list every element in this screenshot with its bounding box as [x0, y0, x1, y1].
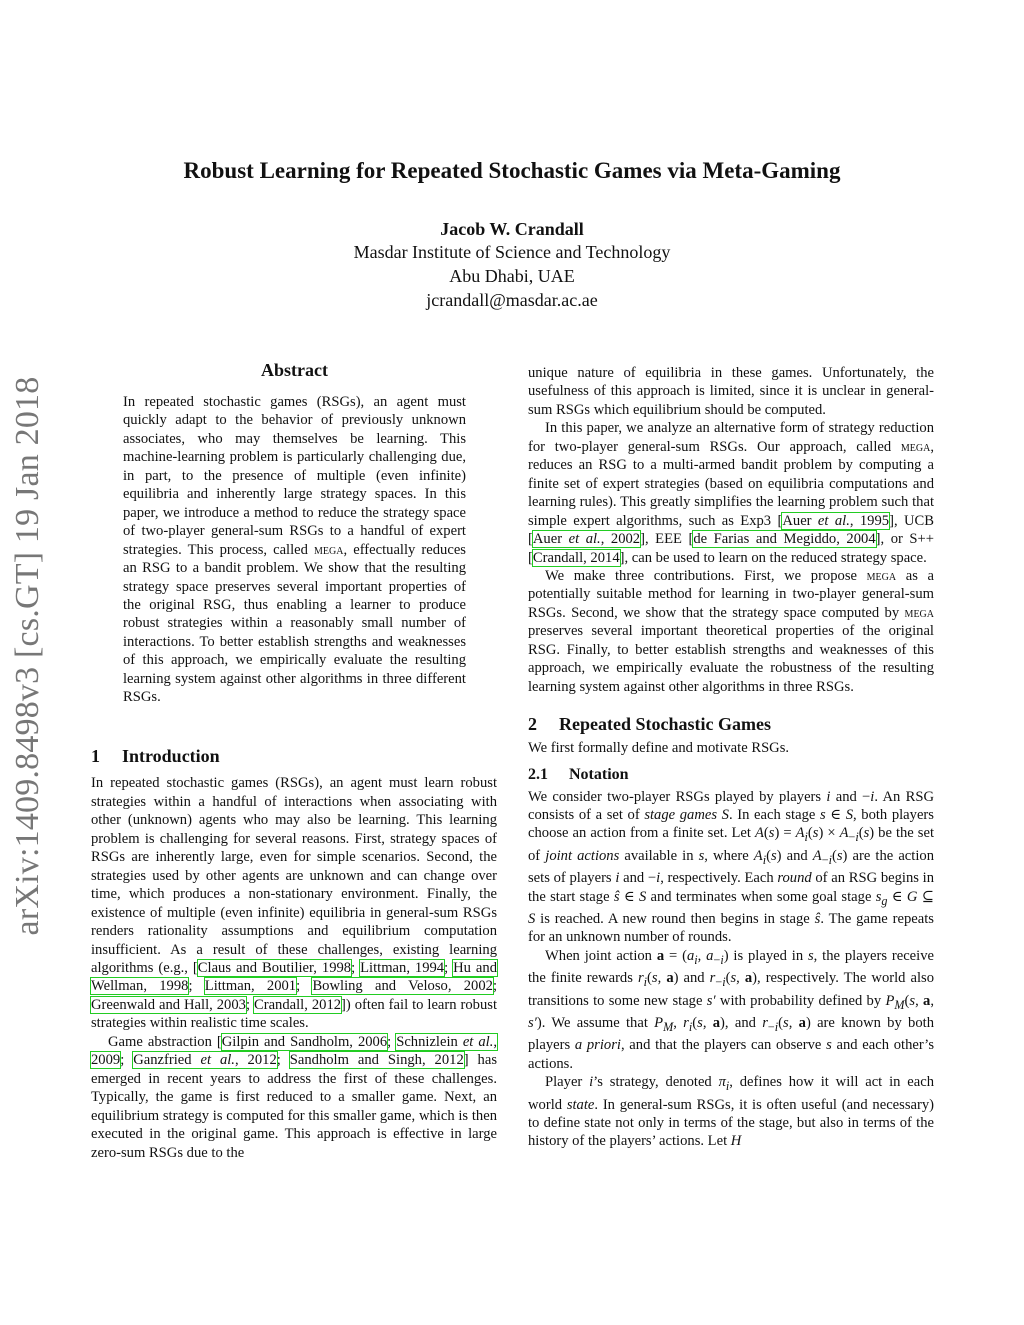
abstract-text: In repeated stochastic games (RSGs), an agent must quickly adapt to the behavior of previously unknown associates, who may themselves be learning. This machine-learning problem is particularly challenging due, in part, to the presence of multiple (even infinite) equilibria and inherently large strategy spaces. In this paper, we introduce a method to reduce the strategy space of two-player general-sum RSGs to a handful of expert strategies. This process, called mega, effectually reduces an RSG to a bandit problem. We show that the resulting strategy space preserves several important properties of the original RSG, thus enabling a learner to produce robust strategies within a reasonably small number of interactions. To better establish strengths and weaknesses of this approach, we empirically evaluate the resulting learning system against other algorithms in three different RSGs.: [123, 394, 466, 706]
citation-link[interactable]: Schnizlein et al., 2009: [91, 1033, 498, 1069]
abstract-heading: Abstract: [261, 360, 328, 380]
citation-link[interactable]: de Farias and Megiddo, 2004: [693, 531, 876, 548]
author-affiliation: Masdar Institute of Science and Technology: [353, 242, 671, 262]
notation-paragraph-1: We consider two-player RSGs played by players i and −i. An RSG consists of a set of stage games S. In each stage s ∈ S, both players choose an action from a finite set. Let $A(s) = A_i(s) \times A_{-i}(s)$ be the set of joint actions available in s, where $A_i(s)$ and $A_{-i}(s)$ are the action sets of players i and −i, respectively. Each round of an RSG begins in the start stage ŝ ∈ S and terminates when some goal stage $s_g$ ∈ G ⊆ S is reached. A new round then begins in stage ŝ. The game repeats for an unknown number of rounds.: [528, 788, 934, 946]
author-email: jcrandall@masdar.ac.ae: [426, 290, 598, 310]
intro-paragraph-1: In repeated stochastic games (RSGs), an agent must learn robust strategies within a handful of interactions when associating with other (unknown) agents who may also be learning. This learning problem is challenging for several reasons. First, strategy spaces of RSGs are inherently large, even for simple scenarios. Second, the strategies used by other agents are unknown and can change over time, which produces a non-stationary environment. Finally, the existence of multiple (even infinite) equilibria in general-sum RSGs renders rationality assumptions and equilibrium computation insufficient. As a result of these challenges, existing learning algorithms (e.g., [Claus and Boutilier, 1998; Littman, 1994; Hu and Wellman, 1998; Littman, 2001; Bowling and Veloso, 2002; Greenwald and Hall, 2003; Crandall, 2012]) often fail to learn robust strategies within realistic time scales.: [91, 775, 498, 1032]
right-column: [528, 364, 934, 1151]
citation-link[interactable]: Crandall, 2012: [253, 996, 342, 1013]
intro-paragraph-5: We make three contributions. First, we propose mega as a potentially suitable method for learning in two-player general-sum RSGs. Second, we show that the strategy space computed by mega preserves several important theoretical properties of the original RSG. Finally, to better establish strengths and weaknesses of this approach, we empirically evaluate the robustness of the resulting learning system against other algorithms in three RSGs.: [528, 567, 934, 695]
left-column: [91, 747, 497, 1162]
citation-link[interactable]: Greenwald and Hall, 2003: [91, 996, 246, 1013]
citation-link[interactable]: Crandall, 2014: [532, 549, 620, 566]
citation-link[interactable]: Auer et al., 2002: [532, 531, 641, 548]
intro-paragraph-3: unique nature of equilibria in these games. Unfortunately, the usefulness of this approach is limited, since it is unclear in general-sum RSGs which equilibrium should be computed.: [528, 365, 934, 418]
intro-paragraph-4: In this paper, we analyze an alternative form of strategy reduction for two-player general-sum RSGs. Our approach, called mega, reduces an RSG to a multi-armed bandit problem by computing a finite set of expert strategies (based on equilibria computations and learning rules). This greatly simplifies the learning problem such that simple expert algorithms, such as Exp3 [Auer et al., 1995], UCB [Auer et al., 2002], EEE [de Farias and Megiddo, 2004], or S++ [Crandall, 2014], can be used to learn on the reduced strategy space.: [528, 420, 934, 566]
citation-link[interactable]: Hu and Wellman, 1998: [91, 959, 497, 995]
rsg-intro-paragraph: We first formally define and motivate RSGs.: [528, 739, 790, 756]
paper-title: Robust Learning for Repeated Stochastic Games via Meta-Gaming: [183, 158, 841, 183]
citation-link[interactable]: Littman, 1994: [360, 959, 445, 976]
author-name: Jacob W. Crandall: [440, 219, 584, 239]
notation-paragraph-2: When joint action $a = (a_i$, $a_{-i}$) is played in s, the players receive the finite rewards $r_i(s$, a) and $r_{-i}(s$, a), respectively. The world also transitions to some new stage s′ with probability defined by $P_M(s$, a, s′). We assume that $P_M$, $r_i(s$, a), and $r_{-i}(s$, a) are known by both players a priori, and that the players can observe s and each other’s actions.: [528, 947, 935, 1072]
citation-link[interactable]: Bowling and Veloso, 2002: [312, 978, 493, 995]
subsection-heading-notation: 2.1 Notation: [528, 766, 629, 784]
citation-link[interactable]: Gilpin and Sandholm, 2006: [221, 1033, 388, 1050]
arxiv-identifier: arXiv:1409.8498v3 [cs.GT] 19 Jan 2018: [9, 376, 46, 936]
notation-paragraph-3: Player i’s strategy, denoted $\pi_i$, defines how it will act in each world state. In general-sum RSGs, it is often useful (and necessary) to define state not only in terms of the stage, but also in terms of the history of the players’ actions. Let H: [528, 1074, 934, 1150]
citation-link[interactable]: Sandholm and Singh, 2012: [289, 1052, 464, 1069]
section-heading-rsg: 2 Repeated Stochastic Games: [528, 714, 771, 735]
citation-link[interactable]: Ganzfried et al., 2012: [133, 1052, 277, 1069]
intro-paragraph-2: Game abstraction [Gilpin and Sandholm, 2006; Schnizlein et al., 2009; Ganzfried et al., 2012; Sandholm and Singh, 2012] has emerged in recent years to address the first of these challenges. Typically, the game is first reduced to a smaller game. Next, an equilibrium strategy is computed for this smaller game, which is then executed in the original game. This approach is effective in large zero-sum RSGs due to the: [91, 1033, 498, 1161]
citation-link[interactable]: Auer et al., 1995: [782, 512, 890, 529]
citation-link[interactable]: Claus and Boutilier, 1998: [197, 959, 352, 976]
author-location: Abu Dhabi, UAE: [449, 266, 575, 286]
citation-link[interactable]: Littman, 2001: [204, 978, 297, 995]
section-heading-introduction: 1 Introduction: [91, 746, 220, 766]
